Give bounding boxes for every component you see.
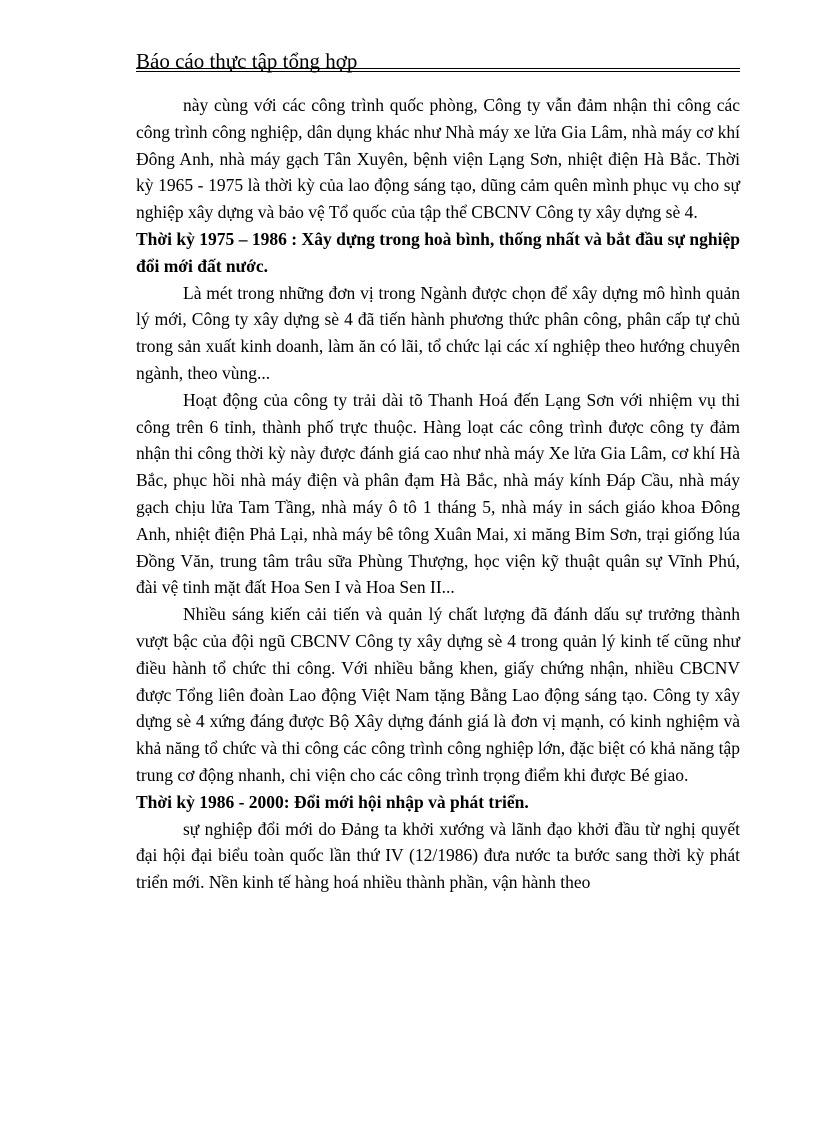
paragraph-5: sự nghiệp đổi mới do Đảng ta khởi xướng và lãnh đạo khởi đầu từ nghị quyết đại hội đại biểu toàn quốc lần thứ IV (12/1986) đưa nước ta bước sang thời kỳ phát triển mới. Nền kinh tế hàng hoá nhiều thành phần, vận hành theo	[136, 818, 740, 893]
section-heading-1975-1986: Thời kỳ 1975 – 1986 : Xây dựng trong hoà bình, thống nhất và bắt đầu sự nghiệp đổi mới đất nước.	[136, 228, 740, 276]
header-title: Báo cáo thực tập tổng hợp	[136, 49, 358, 73]
paragraph-1: này cùng với các công trình quốc phòng, Công ty vẫn đảm nhận thi công các công trình công nghiệp, dân dụng khác như Nhà máy xe lửa Gia Lâm, nhà máy cơ khí Đông Anh, nhà máy gạch Tân Xuyên, bệnh viện Lạng Sơn, nhiệt điện Hà Bắc. Thời kỳ 1965 - 1975 là thời kỳ của lao động sáng tạo, dũng cảm quên mình phục vụ cho sự nghiệp xây dựng và bảo vệ Tổ quốc của tập thể CBCNV Công ty xây dựng sè 4.	[136, 95, 740, 223]
header-rule-bottom	[136, 71, 740, 72]
document-body	[136, 92, 740, 896]
paragraph-3: Hoạt động của công ty trải dài tõ Thanh Hoá đến Lạng Sơn với nhiệm vụ thi công trên 6 tỉnh, thành phố trực thuộc. Hàng loạt các công trình được công ty đảm nhận thi công thời kỳ này được đánh giá cao như nhà máy Xe lửa Gia Lâm, cơ khí Hà Bắc, phục hồi nhà máy điện và phân đạm Hà Bắc, nhà máy kính Đáp Cầu, nhà máy gạch chịu lửa Tam Tầng, nhà máy ô tô 1 tháng 5, nhà máy in sách giáo khoa Đông Anh, nhiệt điện Phả Lại, nhà máy bê tông Xuân Mai, xi măng Bỉm Sơn, trại giống lúa Đồng Văn, trung tâm trâu sữa Phùng Thượng, học viện kỹ thuật quân sự Vĩnh Phú, đài vệ tinh mặt đất Hoa Sen I và Hoa Sen II...	[136, 389, 740, 598]
header-rule-top	[136, 68, 740, 69]
section-heading-1986-2000: Thời kỳ 1986 - 2000: Đổi mới hội nhập và phát triển.	[136, 791, 529, 812]
page-header	[136, 49, 740, 73]
paragraph-2: Là mét trong những đơn vị trong Ngành được chọn để xây dựng mô hình quản lý mới, Công ty xây dựng sè 4 đã tiến hành phương thức phân công, phân cấp tự chủ trong sản xuất kinh doanh, làm ăn có lãi, tổ chức lại các xí nghiệp theo hướng chuyên ngành, theo vùng...	[136, 282, 740, 383]
paragraph-4: Nhiều sáng kiến cải tiến và quản lý chất lượng đã đánh dấu sự trưởng thành vượt bậc của đội ngũ CBCNV Công ty xây dựng sè 4 trong quản lý kinh tế cũng như điều hành tổ chức thi công. Với nhiều bằng khen, giấy chứng nhận, nhiều CBCNV được Tổng liên đoàn Lao động Việt Nam tặng Bằng Lao động sáng tạo. Công ty xây dựng sè 4 xứng đáng được Bộ Xây dựng đánh giá là đơn vị mạnh, có kinh nghiệm và khả năng tổ chức và thi công các công trình công nghiệp lớn, đặc biệt có khả năng tập trung cơ động nhanh, chi viện cho các công trình trọng điểm khi được Bé giao.	[136, 604, 740, 785]
